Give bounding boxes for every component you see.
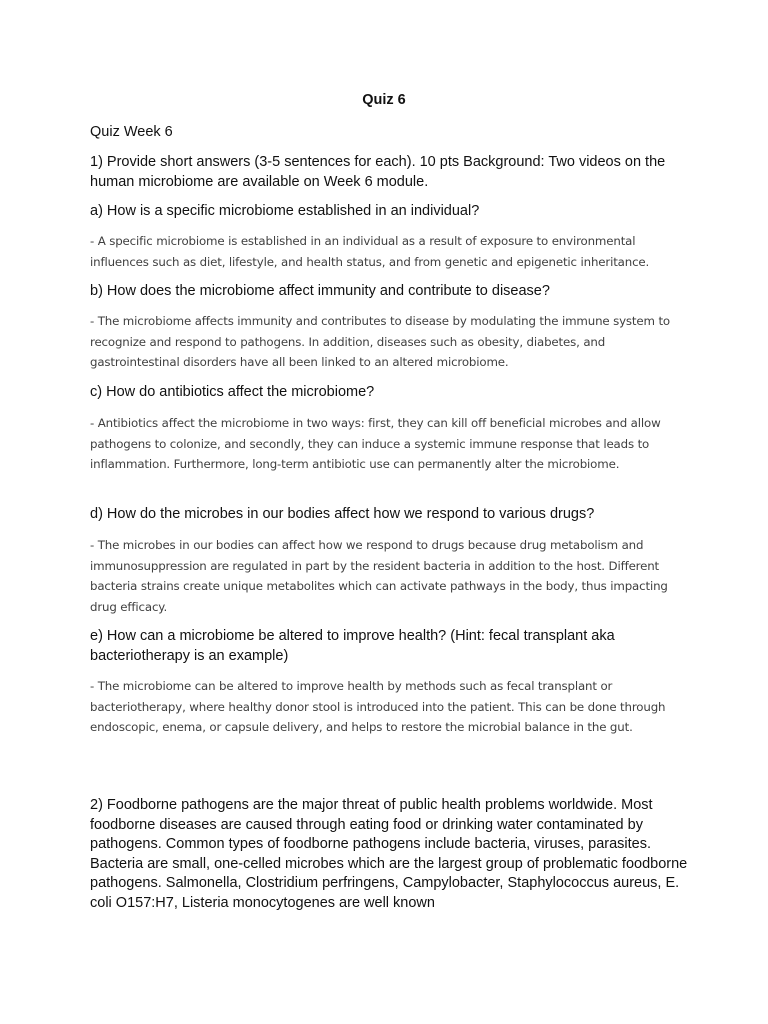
answer-1a: - A specific microbiome is established in an individual as a result of exposure to environmental influences such as diet, lifestyle, and health status, and from genetic and epigenetic inheritance. [90,234,650,269]
question-1d: d) How do the microbes in our bodies affect how we respond to various drugs? [90,506,595,522]
answer-1e: - The microbiome can be altered to improve health by methods such as fecal transplant or bacteriotherapy, where healthy donor stool is introduced into the patient. This can be done through endoscopic, enema, or capsule delivery, and helps to restore the microbial balance in the gut. [90,679,666,734]
question-1c: c) How do antibiotics affect the microbiome? [90,384,375,400]
quiz-subtitle: Quiz Week 6 [90,124,173,140]
question-1-intro: 1) Provide short answers (3-5 sentences for each). 10 pts Background: Two videos on the human microbiome are available on Week 6 module. [90,154,666,190]
answer-1b: - The microbiome affects immunity and contributes to disease by modulating the immune system to recognize and respond to pathogens. In addition, diseases such as obesity, diabetes, and gastrointestinal disorders have all been linked to an altered microbiome. [90,314,671,369]
question-1e: e) How can a microbiome be altered to improve health? (Hint: fecal transplant aka bacteriotherapy is an example) [90,628,615,664]
question-2-text: 2) Foodborne pathogens are the major threat of public health problems worldwide. Most foodborne diseases are caused through eating food or drinking water contaminated by pathogens. Common types of foodborne pathogens include bacteria, viruses, parasites. Bacteria are small, one-celled microbes which are the largest group of problematic foodborne pathogens. Salmonella, Clostridium perfringens, Campylobacter, Staphylococcus aureus, E. coli O157:H7, Listeria monocytogenes are well known [90,797,688,911]
document-title: Quiz 6 [362,92,406,108]
question-1b: b) How does the microbiome affect immunity and contribute to disease? [90,283,550,299]
answer-1d: - The microbes in our bodies can affect how we respond to drugs because drug metabolism and immunosuppression are regulated in part by the resident bacteria in addition to the host. Different bacteria strains create unique metabolites which can activate pathways in the body, thus impacting drug efficacy. [90,538,668,614]
answer-1c: - Antibiotics affect the microbiome in two ways: first, they can kill off beneficial microbes and allow pathogens to colonize, and secondly, they can induce a systemic immune response that leads to inflammation. Furthermore, long-term antibiotic use can permanently alter the microbiome. [90,416,661,471]
question-1a: a) How is a specific microbiome established in an individual? [90,203,480,219]
